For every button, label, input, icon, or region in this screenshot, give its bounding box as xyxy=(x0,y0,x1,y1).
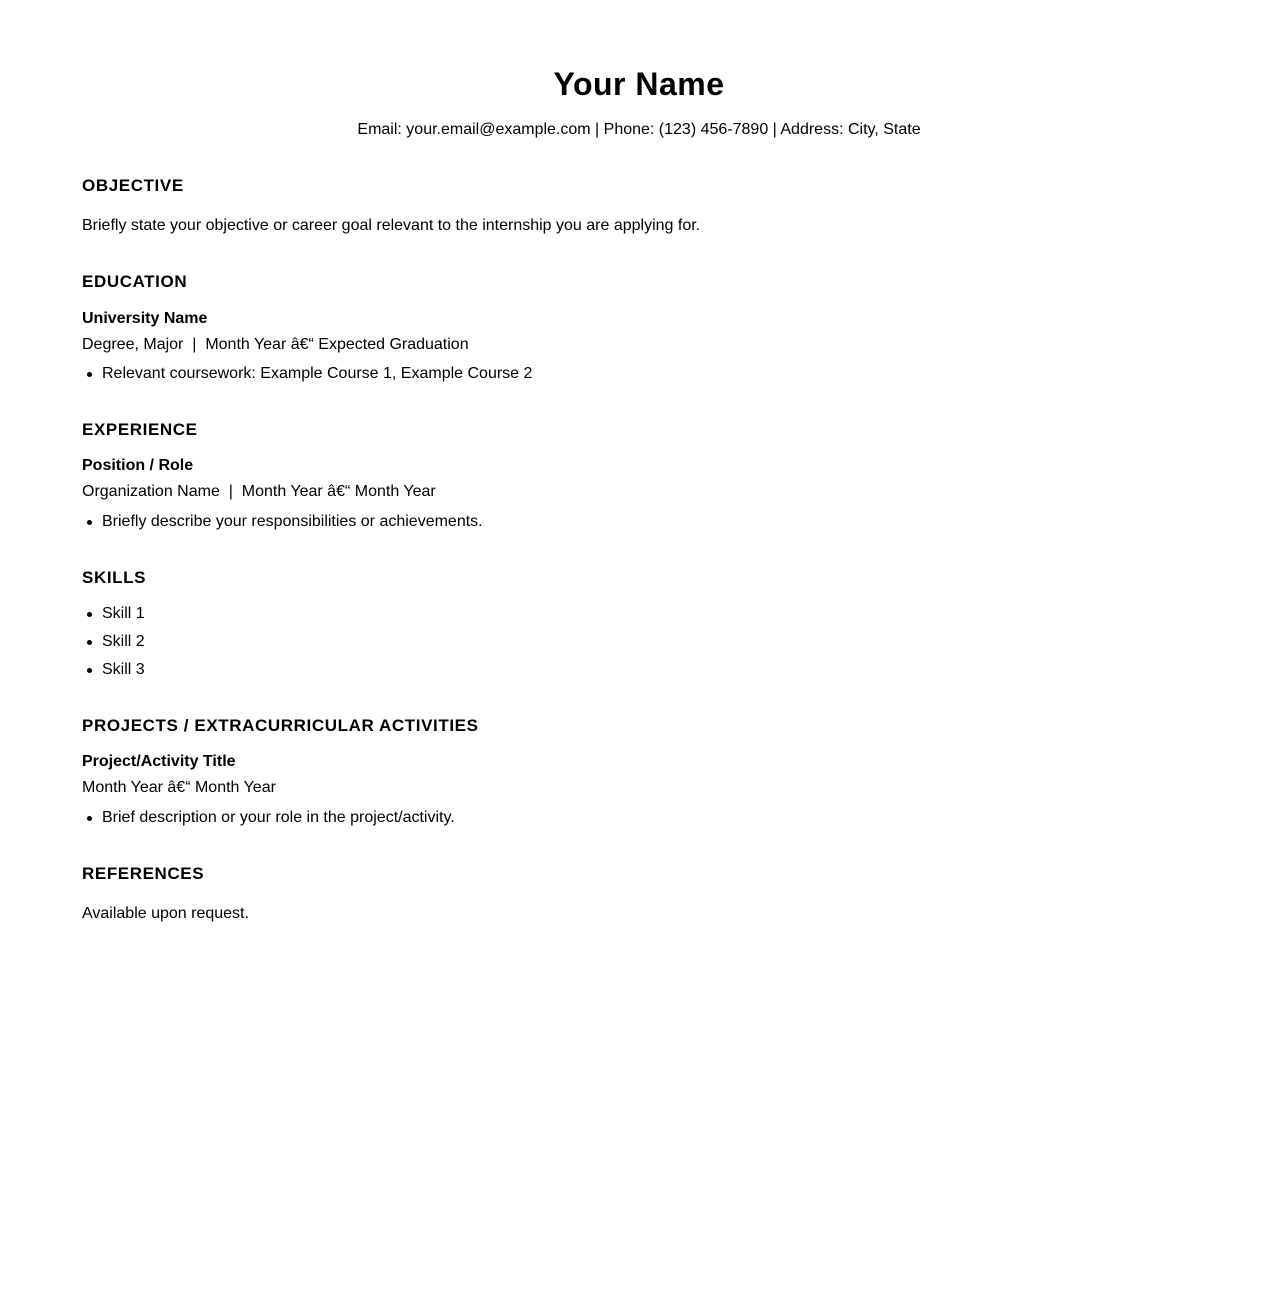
skills-section xyxy=(82,567,1196,680)
experience-entry-title: Position / Role xyxy=(82,457,194,474)
project-bullet: Brief description or your role in the project/activity. xyxy=(102,808,1196,828)
education-heading: EDUCATION xyxy=(82,272,188,291)
projects-section xyxy=(82,715,1196,828)
candidate-name: Your Name xyxy=(553,66,725,102)
contact-line: Email: your.email@example.com | Phone: (123) 456-7890 | Address: City, State xyxy=(357,121,921,138)
objective-text: Briefly state your objective or career goal relevant to the internship you are applying for. xyxy=(82,217,701,234)
references-section xyxy=(82,863,1196,924)
experience-entry-subtitle: Organization Name | Month Year â€“ Month Year xyxy=(82,483,436,500)
experience-bullet: Briefly describe your responsibilities or achievements. xyxy=(102,512,1196,532)
education-bullet: Relevant coursework: Example Course 1, Example Course 2 xyxy=(102,364,1196,384)
objective-heading: OBJECTIVE xyxy=(82,176,184,195)
skill-item: Skill 2 xyxy=(102,632,1196,652)
experience-section xyxy=(82,419,1196,532)
education-bullet-list xyxy=(82,364,1196,384)
references-text: Available upon request. xyxy=(82,905,249,922)
references-heading: REFERENCES xyxy=(82,864,205,883)
skill-item: Skill 1 xyxy=(102,604,1196,624)
education-entry-title: University Name xyxy=(82,310,208,327)
education-entry-subtitle: Degree, Major | Month Year â€“ Expected Graduation xyxy=(82,336,469,353)
experience-bullet-list xyxy=(82,512,1196,532)
resume-header xyxy=(82,0,1196,140)
projects-heading: PROJECTS / EXTRACURRICULAR ACTIVITIES xyxy=(82,716,479,735)
experience-heading: EXPERIENCE xyxy=(82,420,198,439)
project-entry-title: Project/Activity Title xyxy=(82,753,236,770)
project-bullet-list xyxy=(82,808,1196,828)
project-entry-subtitle: Month Year â€“ Month Year xyxy=(82,779,276,796)
education-section xyxy=(82,271,1196,384)
skill-item: Skill 3 xyxy=(102,660,1196,680)
objective-section xyxy=(82,175,1196,236)
skills-heading: SKILLS xyxy=(82,568,147,587)
skills-list xyxy=(82,604,1196,680)
